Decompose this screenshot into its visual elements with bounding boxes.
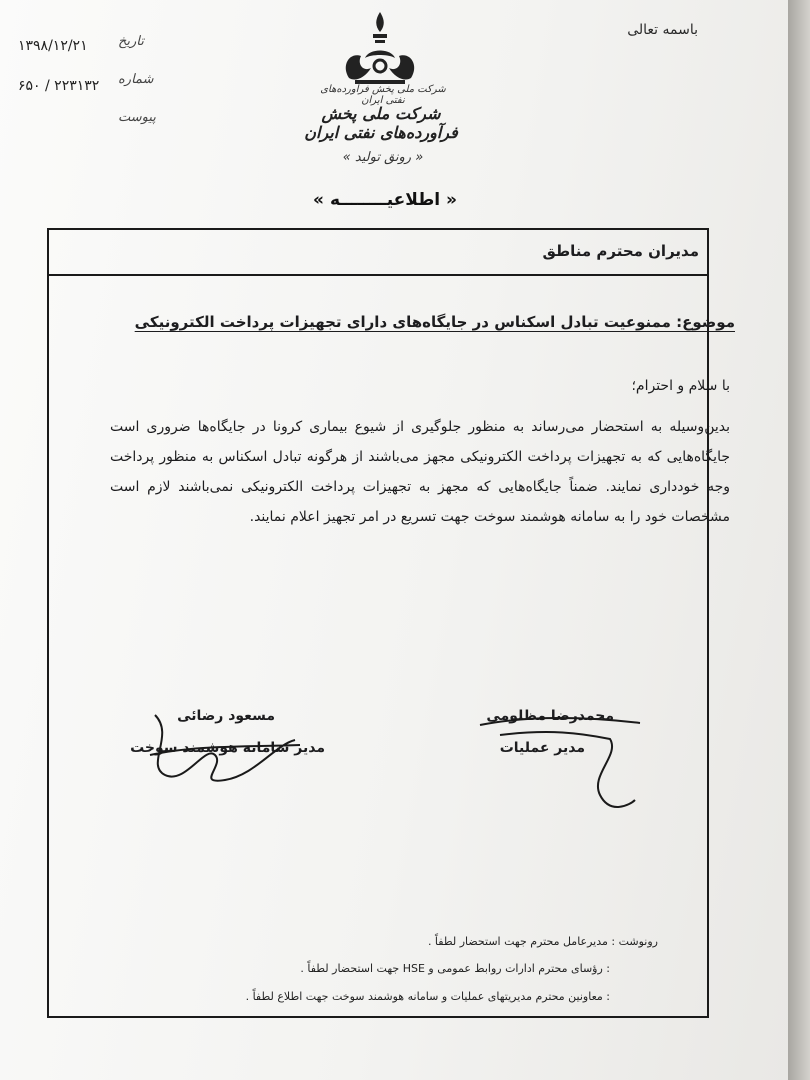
recipient-text: مدیران محترم مناطق [542, 242, 699, 260]
cc-line-2: : رؤسای محترم ادارات روابط عمومی و HSE جهت استحضار لطفاً . [300, 962, 610, 975]
page-edge [788, 0, 810, 1080]
slogan-text: « رونق تولید » [342, 150, 424, 165]
letter-frame [47, 228, 709, 1018]
invocation-text: باسمه تعالی [627, 22, 698, 38]
signatory-1-name: محمدرضا مظلومی [486, 708, 614, 724]
subject-line: موضوع: ممنوعیت تبادل اسکناس در جایگاه‌های دارای تجهیزات پرداخت الکترونیکی [134, 313, 735, 331]
signatory-1-title: مدیر عملیات [499, 740, 585, 756]
company-logo-icon [335, 8, 425, 88]
greeting-text: با سلام و احترام؛ [631, 378, 730, 394]
signature-1-icon [470, 705, 660, 825]
recipient-header [49, 230, 707, 276]
date-value: ۱۳۹۸/۱۲/۲۱ [18, 38, 88, 54]
number-label: شماره [118, 72, 154, 87]
signature-2-icon [135, 705, 305, 795]
cc-line-3: : معاونین محترم مدیریتهای عملیات و سامانه هوشمند سوخت جهت اطلاع لطفاً . [245, 990, 610, 1003]
attachment-label: پیوست [118, 110, 156, 125]
signatory-2-title: مدیر سامانه هوشمند سوخت [130, 740, 325, 756]
org-name-small: شرکت ملی پخش فرآورده‌های نفتی ایران [320, 84, 446, 106]
signatory-2-name: مسعود رضائی [177, 708, 275, 724]
date-label: تاریخ [118, 34, 144, 49]
body-paragraph: بدین‌وسیله به استحضار می‌رساند به منظور جلوگیری از شیوع بیماری کرونا در جایگاه‌ها ضروری است جایگاه‌هایی که به تجهیزات پرداخت الکترونیکی مجهز می‌باشند از هرگونه تبادل اسکناس به منظور پرداخت وجه خودداری نمایند. ضمناً جایگاه‌هایی که مجهز به تجهیزات پرداخت الکترونیکی نمی‌باشند لازم است مشخصات خود را به سامانه هوشمند سوخت جهت تسریع در امر تجهیز اعلام نمایند. [110, 419, 730, 525]
notice-title: « اطلاعیــــــــه » [313, 190, 457, 210]
org-name-large: شرکت ملی پخش فرآورده‌های نفتی ایران [304, 104, 458, 142]
cc-line-1: رونوشت : مدیرعامل محترم جهت استحضار لطفاً . [427, 935, 658, 948]
number-value: ۶۵۰ / ۲۲۳۱۳۲ [18, 78, 100, 94]
